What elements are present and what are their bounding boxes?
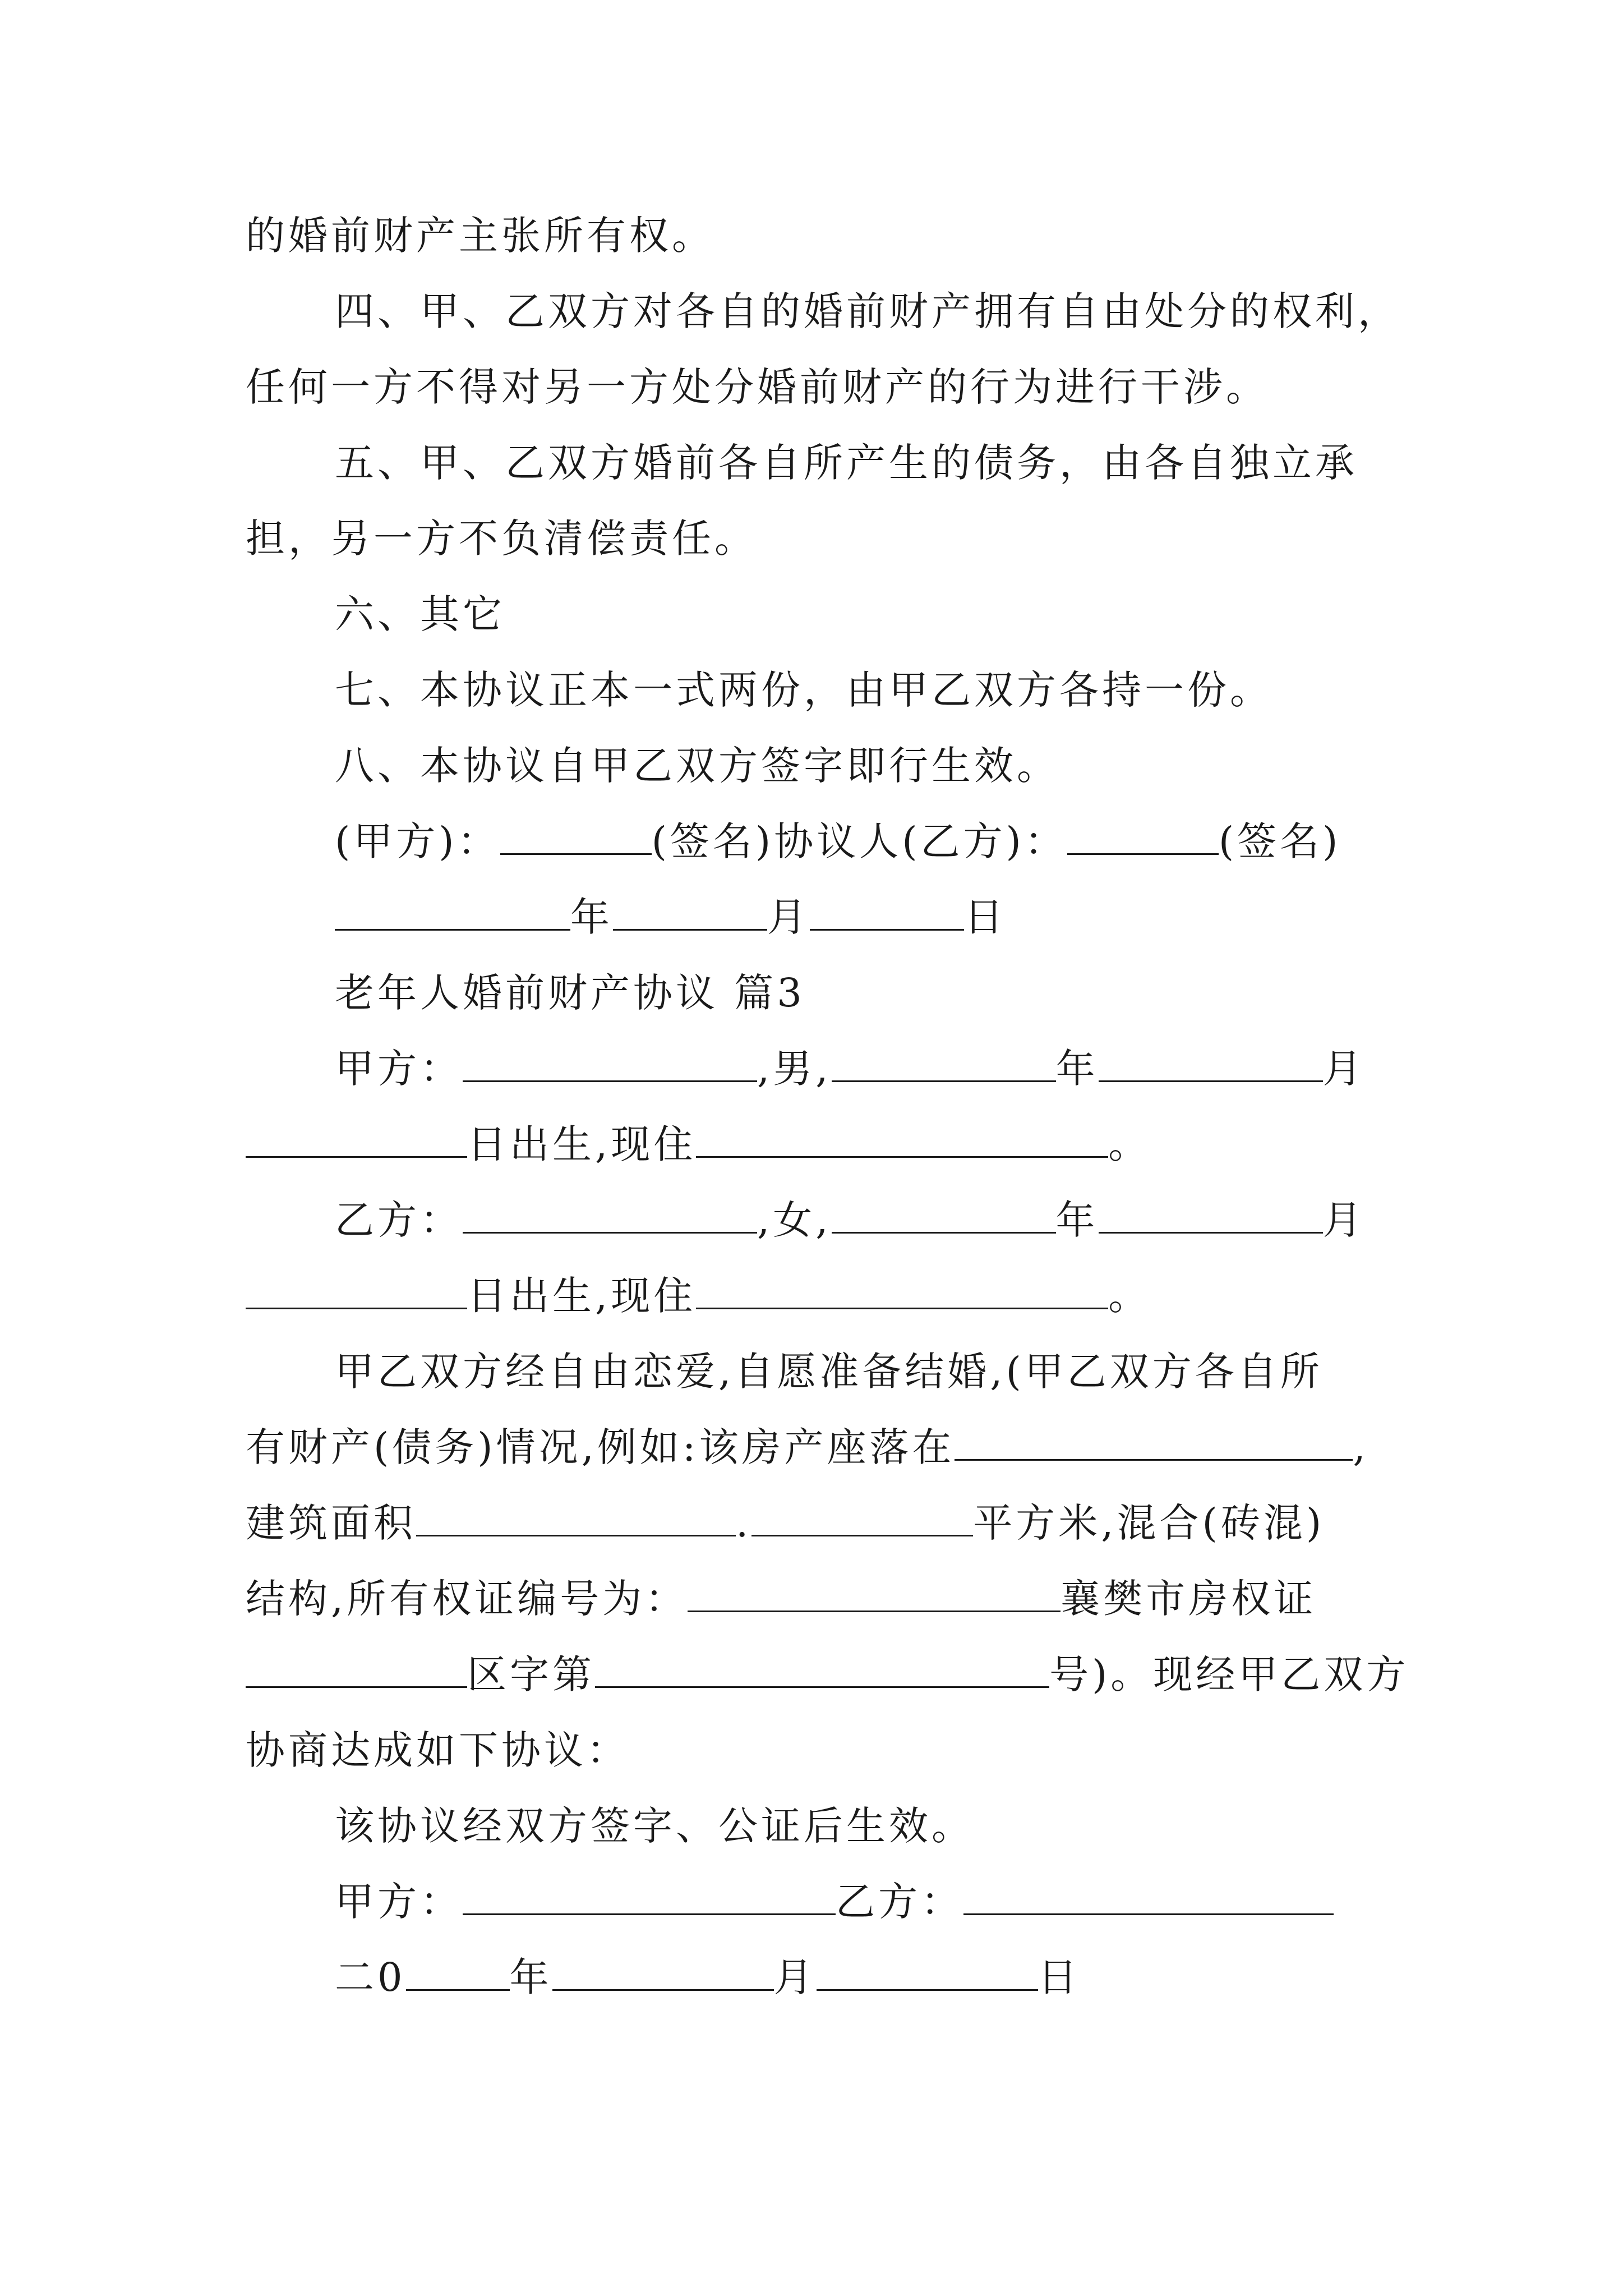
sign-label-2: (签名): [1218, 818, 1341, 864]
clause-4-line-2: 任何一方不得对另一方处分婚前财产的行为进行干涉。: [246, 364, 1269, 410]
certificate-office: 襄樊市房权证: [1061, 1576, 1317, 1622]
final-party-a-label: 甲方：: [335, 1879, 463, 1925]
final-day-blank: [817, 1954, 1038, 1991]
party-a-line-1: [335, 1043, 1366, 1094]
section-heading: 老年人婚前财产协议 篇3: [335, 970, 805, 1016]
final-date-line: [335, 1952, 1081, 2003]
day-label: 日: [964, 894, 1007, 940]
party-a-year-label: 年: [1055, 1046, 1099, 1092]
date-line-1: [335, 892, 1007, 942]
area-integer-blank: [416, 1500, 736, 1536]
district-blank: [246, 1651, 467, 1688]
party-a-label: 甲方：: [335, 1046, 463, 1092]
clause-8: 八、本协议自甲乙双方签字即行生效。: [335, 743, 1059, 789]
party-b-year-label: 年: [1055, 1197, 1099, 1243]
decimal-point: .: [736, 1500, 752, 1546]
final-year-label: 年: [509, 1954, 552, 2000]
number-label: 号)。现经甲乙双方: [1049, 1651, 1409, 1697]
final-party-b-blank: [963, 1879, 1334, 1915]
month-blank: [613, 894, 767, 931]
final-date-prefix: 二0: [335, 1954, 406, 2000]
signature-line: [335, 816, 1341, 867]
party-a-born-label: 日出生,现住: [467, 1121, 697, 1167]
body-line-2: [246, 1422, 1369, 1473]
year-label: 年: [570, 894, 613, 940]
party-a-year-blank: [832, 1046, 1056, 1082]
day-blank: [810, 894, 964, 931]
number-blank: [595, 1651, 1049, 1688]
property-location-label: 有财产(债务)情况,例如:该房产座落在: [246, 1424, 955, 1470]
party-b-name-blank: [463, 1197, 757, 1234]
party-a-name-blank: [463, 1046, 757, 1082]
area-unit-label: 平方米,混合(砖混): [973, 1500, 1325, 1546]
clause-4-line-1: 四、甲、乙双方对各自的婚前财产拥有自由处分的权利，: [335, 288, 1400, 334]
effect-clause: 该协议经双方签字、公证后生效。: [335, 1803, 974, 1849]
party-b-gender: ,女,: [757, 1197, 832, 1243]
final-day-label: 日: [1038, 1954, 1081, 2000]
party-b-label: 乙方：: [335, 1197, 463, 1243]
party-a-month-label: 月: [1322, 1046, 1366, 1092]
final-party-b-label: 乙方：: [836, 1879, 963, 1925]
final-signature-line: [335, 1876, 1334, 1927]
final-month-label: 月: [773, 1954, 817, 2000]
district-label: 区字第: [467, 1651, 595, 1697]
party-b-month-blank: [1099, 1197, 1323, 1234]
body-line-6: 协商达成如下协议：: [246, 1727, 629, 1773]
party-b-line-1: [335, 1195, 1366, 1245]
party-b-address-blank: [696, 1273, 1108, 1309]
body-line-3: [246, 1498, 1325, 1548]
party-a-day-blank: [246, 1121, 467, 1158]
party-b-end: 。: [1108, 1273, 1151, 1319]
body-line-5: [246, 1649, 1409, 1700]
party-b-signature-blank: [1067, 818, 1219, 855]
month-label: 月: [767, 894, 810, 940]
body-line-4: [246, 1573, 1316, 1624]
property-location-blank: [955, 1424, 1353, 1461]
party-a-address-blank: [696, 1121, 1108, 1158]
party-a-line-2: [246, 1119, 1151, 1170]
party-a-signature-blank: [500, 818, 652, 855]
area-decimal-blank: [751, 1500, 973, 1536]
clause-5-line-1: 五、甲、乙双方婚前各自所产生的债务，由各自独立承: [335, 440, 1358, 486]
body-line-1: 甲乙双方经自由恋爱,自愿准备结婚,(甲乙双方各自所: [335, 1349, 1323, 1395]
party-b-year-blank: [832, 1197, 1056, 1234]
party-a-label: (甲方)：: [335, 818, 500, 864]
party-b-born-label: 日出生,现住: [467, 1273, 697, 1319]
party-a-gender: ,男,: [757, 1046, 832, 1092]
comma: ,: [1353, 1424, 1369, 1470]
certificate-blank: [688, 1576, 1061, 1612]
party-b-line-2: [246, 1271, 1151, 1321]
clause-7: 七、本协议正本一式两份，由甲乙双方各持一份。: [335, 667, 1272, 713]
party-a-end: 。: [1108, 1121, 1151, 1167]
party-b-month-label: 月: [1322, 1197, 1366, 1243]
final-month-blank: [552, 1954, 774, 1991]
sign-label-1: (签名)协议人(乙方)：: [651, 818, 1067, 864]
paragraph-3-end: 的婚前财产主张所有权。: [246, 213, 714, 259]
party-a-month-blank: [1099, 1046, 1323, 1082]
certificate-label: 结构,所有权证编号为：: [246, 1576, 688, 1622]
final-year-blank: [406, 1954, 510, 1991]
party-b-day-blank: [246, 1273, 467, 1309]
final-party-a-blank: [463, 1879, 836, 1915]
clause-6: 六、其它: [335, 591, 505, 637]
year-blank: [335, 894, 570, 931]
area-label: 建筑面积: [246, 1500, 416, 1546]
clause-5-line-2: 担，另一方不负清偿责任。: [246, 516, 757, 562]
